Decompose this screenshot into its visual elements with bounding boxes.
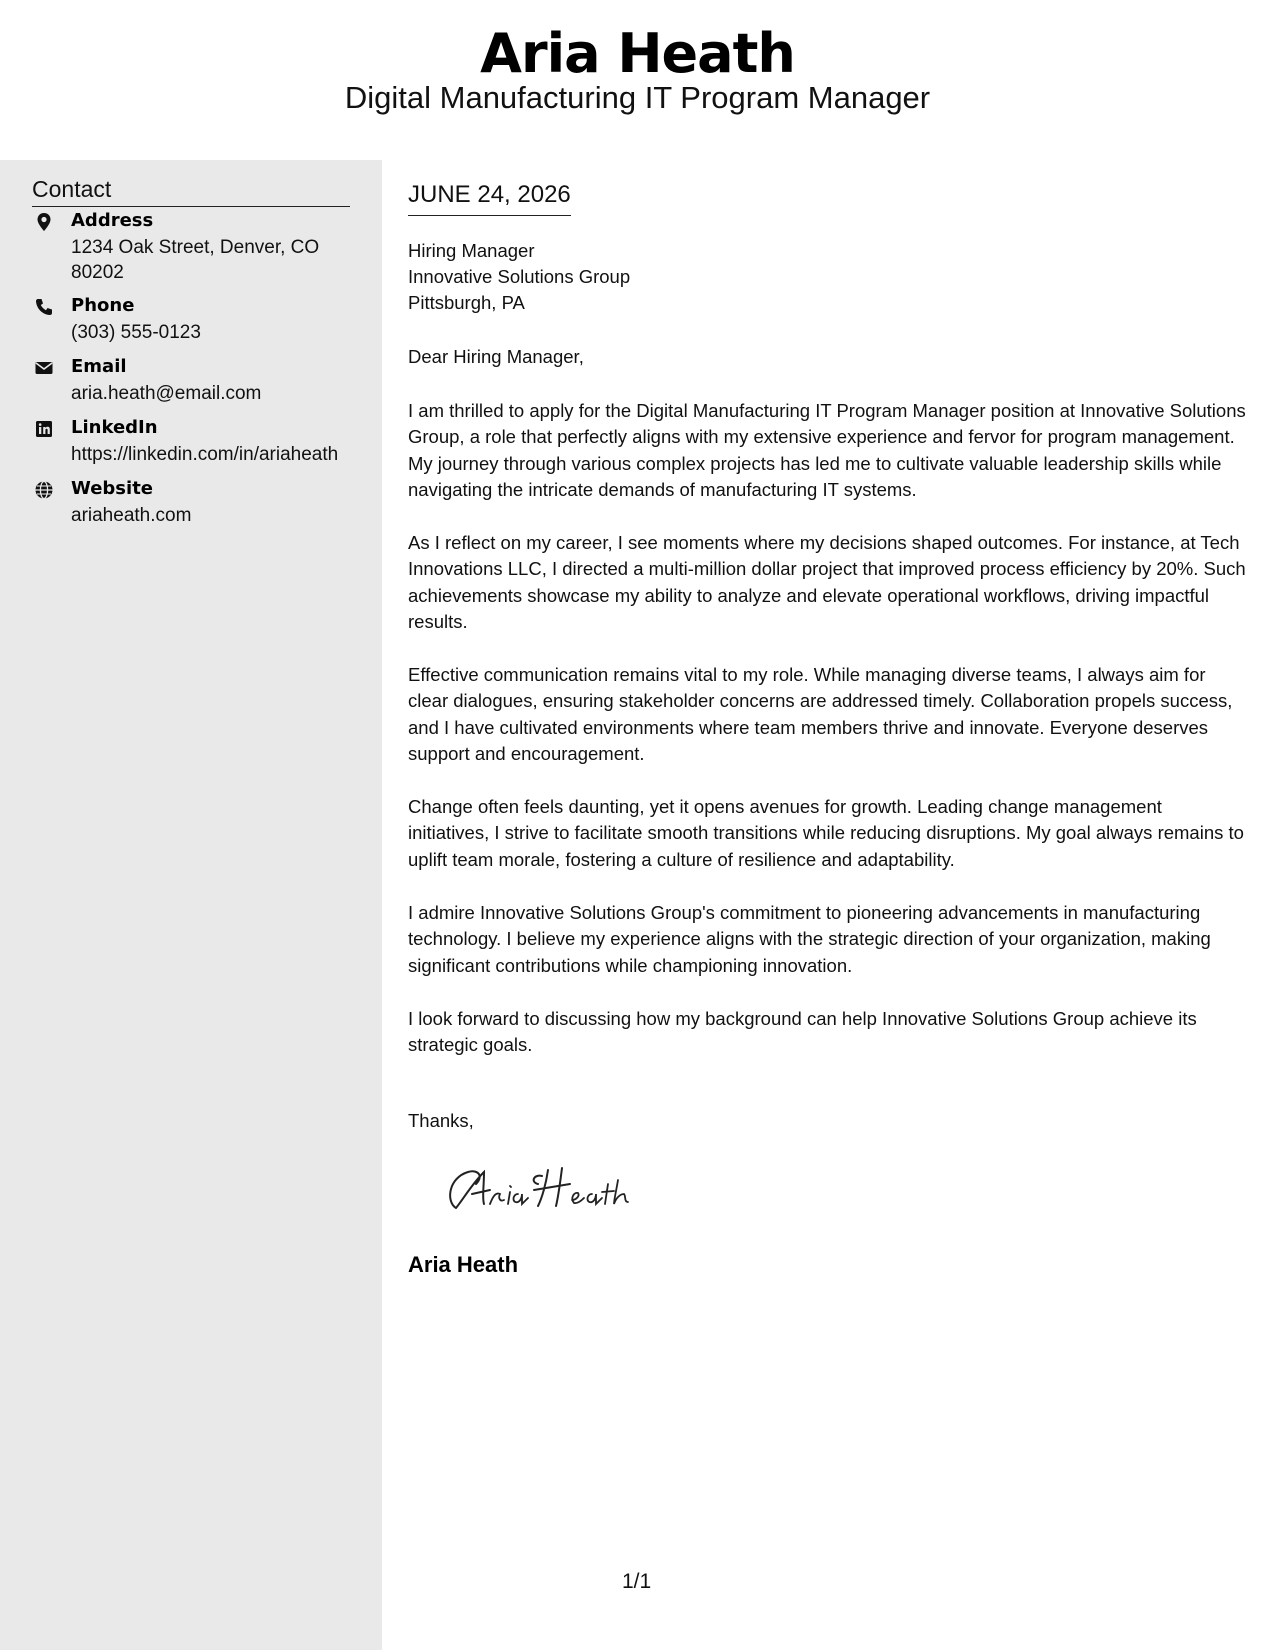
linkedin-value[interactable]: https://linkedin.com/in/ariaheath: [71, 444, 339, 465]
contact-sidebar: [0, 160, 382, 1650]
body-paragraph: Change often feels daunting, yet it opens avenues for growth. Leading change management initiatives, I strive to facilitate smooth transitions while reducing disruptions. My goal always remains to uplift team morale, fostering a culture of resilience and adaptability.: [408, 796, 1244, 870]
page-number: 1/1: [622, 1570, 652, 1593]
body-paragraph: I am thrilled to apply for the Digital Manufacturing IT Program Manager position at Innovative Solutions Group, a role that perfectly aligns with my extensive experience and fervor for program management. My journey through various complex projects has led me to cultivate valuable leadership skills while navigating the intricate demands of manufacturing IT systems.: [408, 400, 1246, 500]
linkedin-icon: [34, 419, 54, 439]
website-value[interactable]: ariaheath.com: [71, 505, 192, 526]
envelope-icon: [34, 358, 54, 378]
phone-label: Phone: [71, 295, 135, 316]
contact-heading: Contact: [32, 176, 350, 207]
email-label: Email: [71, 356, 127, 377]
job-title: Digital Manufacturing IT Program Manager: [344, 80, 931, 115]
letter-header: [0, 0, 1275, 160]
phone-icon: [34, 297, 54, 317]
signer-name: Aria Heath: [408, 1252, 519, 1277]
body-paragraph: Effective communication remains vital to my role. While managing diverse teams, I always aim for clear dialogues, ensuring stakeholder concerns are addressed timely. Collaboration propels success, and I have cultivated environments where team members thrive and innovate. Everyone deserves support and encouragement.: [408, 664, 1233, 764]
email-value: aria.heath@email.com: [71, 383, 262, 404]
greeting: Dear Hiring Manager,: [408, 346, 584, 367]
address-label: Address: [71, 210, 154, 231]
body-paragraph: As I reflect on my career, I see moments where my decisions shaped outcomes. For instance, at Tech Innovations LLC, I directed a multi-million dollar project that improved process efficiency by 20%. Such achievements showcase my ability to analyze and elevate operational workflows, driving impactful results.: [408, 532, 1246, 632]
phone-value: (303) 555-0123: [71, 322, 201, 343]
globe-icon: [34, 480, 54, 500]
handwritten-signature: [438, 1158, 658, 1218]
closing: Thanks,: [408, 1110, 474, 1131]
body-paragraph: I look forward to discussing how my background can help Innovative Solutions Group achieve its strategic goals.: [408, 1008, 1197, 1056]
linkedin-label: LinkedIn: [71, 417, 158, 438]
applicant-name: Aria Heath: [480, 22, 795, 85]
address-value: 1234 Oak Street, Denver, CO 80202: [71, 237, 320, 283]
body-paragraph: I admire Innovative Solutions Group's commitment to pioneering advancements in manufacturing technology. I believe my experience aligns with the strategic direction of your organization, making significant contributions while championing innovation.: [408, 902, 1211, 976]
recipient-block: [408, 238, 630, 316]
recipient-line: Pittsburgh, PA: [408, 292, 525, 313]
map-pin-icon: [34, 212, 54, 232]
website-label: Website: [71, 478, 154, 499]
letter-date: JUNE 24, 2026: [408, 181, 571, 216]
recipient-line: Innovative Solutions Group: [408, 266, 631, 287]
recipient-line: Hiring Manager: [408, 240, 535, 261]
